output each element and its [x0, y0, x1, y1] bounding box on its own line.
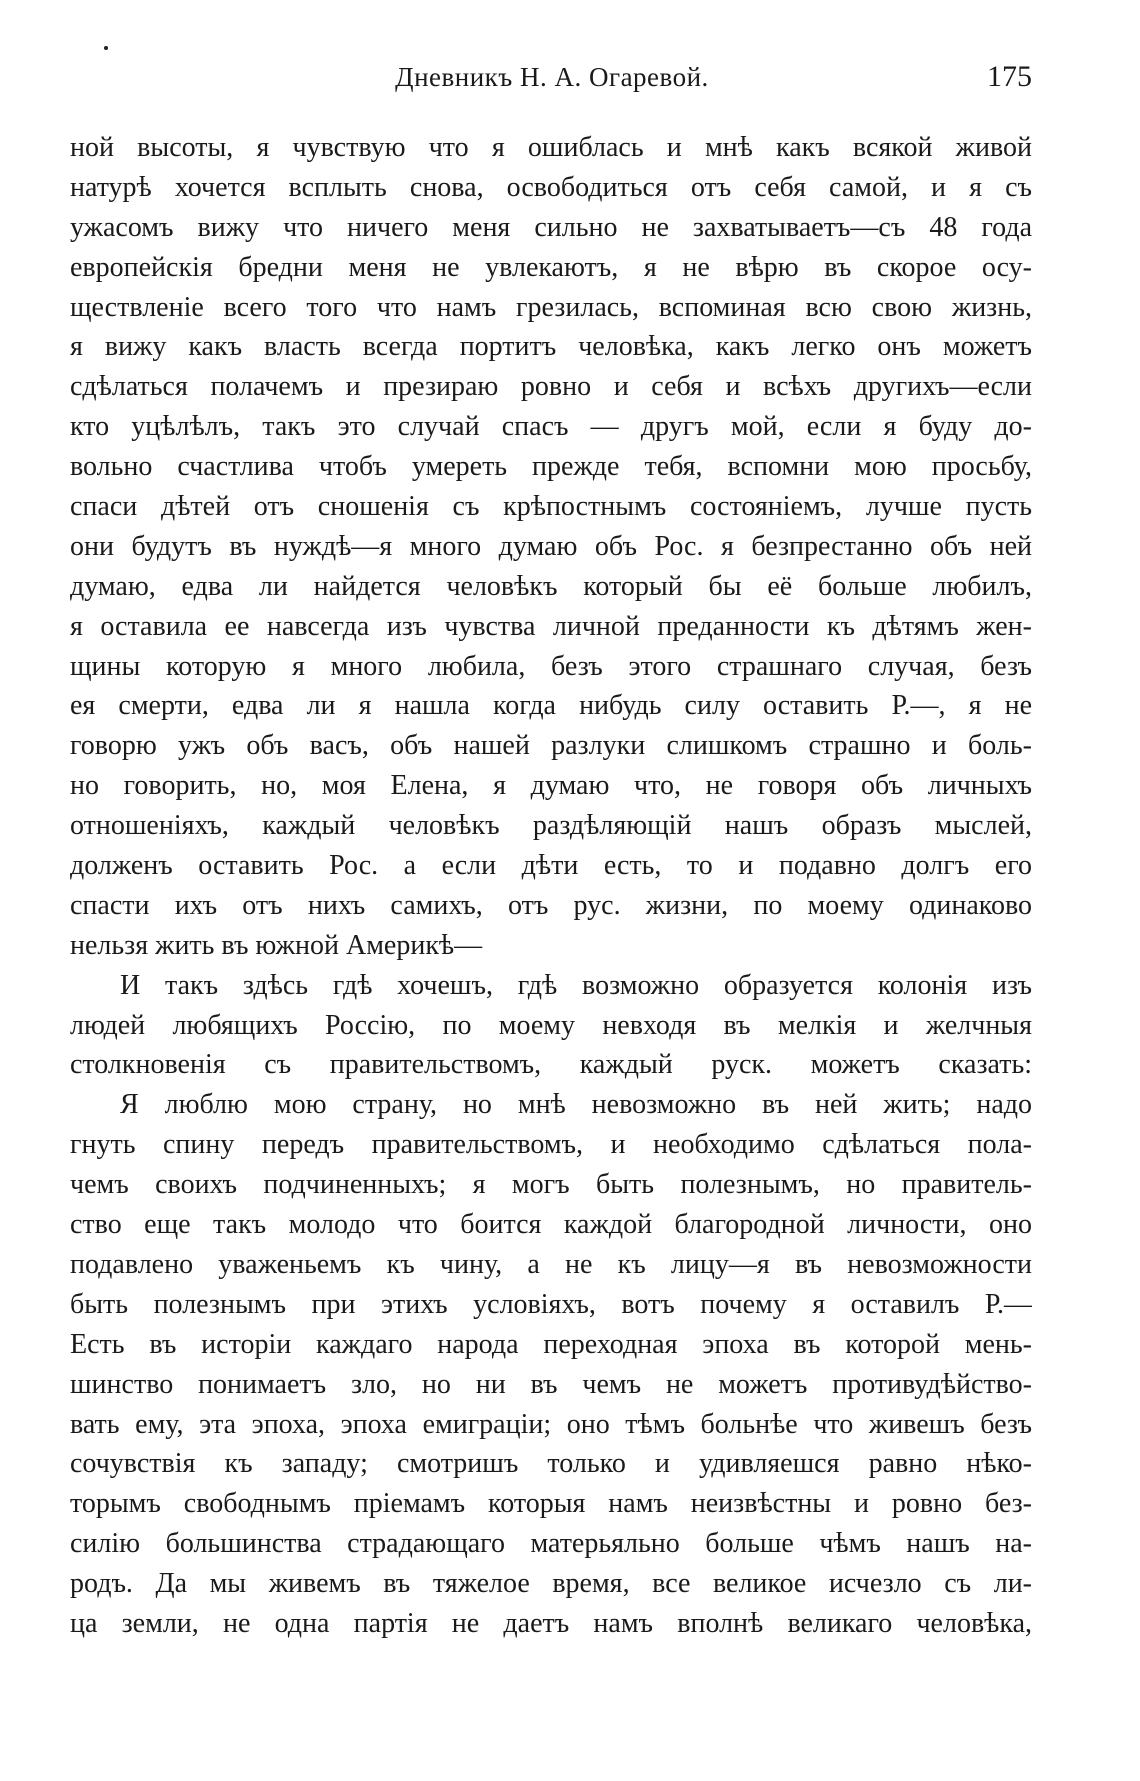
text-line: кто уцѣлѣлъ, такъ это случай спасъ — другъ мой, если я буду до-: [70, 411, 1032, 443]
text-line: вать ему, эта эпоха, эпоха емиграціи; оно тѣмъ больнѣе что живешъ безъ: [70, 1408, 1032, 1440]
text-line: столкновенія съ правительствомъ, каждый руск. можетъ сказать:: [70, 1049, 1032, 1081]
text-line: отношеніяхъ, каждый человѣкъ раздѣляющій нашъ образъ мыслей,: [70, 810, 1032, 842]
text-line: ужасомъ вижу что ничего меня сильно не захватываетъ—съ 48 года: [70, 211, 1032, 243]
running-title: Дневникъ Н. А. Огаревой.: [395, 62, 709, 92]
text-line: я оставила ее навсегда изъ чувства личной преданности къ дѣтямъ жен-: [70, 610, 1032, 642]
text-line: долженъ оставить Рос. а если дѣти есть, то и подавно долгъ его: [70, 850, 1032, 882]
text-line: людей любящихъ Россію, по моему невходя въ мелкія и желчныя: [70, 1009, 1032, 1041]
text-line: ществленіе всего того что намъ грезилась, вспоминая всю свою жизнь,: [70, 291, 1032, 323]
text-line: ство еще такъ молодо что боится каждой благородной личности, оно: [70, 1209, 1032, 1241]
text-line: подавлено уваженьемъ къ чину, а не къ лицу—я въ невозможности: [70, 1248, 1032, 1280]
text-line: силію большинства страдающаго матерьяльно больше чѣмъ нашъ на-: [70, 1528, 1032, 1560]
text-line: родъ. Да мы живемъ въ тяжелое время, все великое исчезло съ ли-: [70, 1568, 1032, 1600]
page-number: 175: [987, 60, 1032, 93]
text-line: я вижу какъ власть всегда портитъ человѣка, какъ легко онъ можетъ: [70, 331, 1032, 363]
text-line: натурѣ хочется всплыть снова, освободиться отъ себя самой, и я съ: [70, 171, 1032, 203]
text-line: нельзя жить въ южной Америкѣ—: [70, 929, 483, 961]
print-speck: [104, 46, 108, 50]
text-line: И такъ здѣсь гдѣ хочешъ, гдѣ возможно образуется колонія изъ: [120, 969, 1032, 1001]
text-line: говорю ужъ объ васъ, объ нашей разлуки слишкомъ страшно и боль-: [70, 730, 1032, 762]
text-line: сочувствія къ западу; смотришъ только и удивляешся равно нѣко-: [70, 1448, 1032, 1480]
text-line: шинство понимаетъ зло, но ни въ чемъ не можетъ противудѣйство-: [70, 1368, 1032, 1400]
text-line: Есть въ исторіи каждаго народа переходная эпоха въ которой мень-: [70, 1328, 1032, 1360]
text-line: быть полезнымъ при этихъ условіяхъ, вотъ почему я оставилъ Р.—: [70, 1288, 1032, 1320]
text-line: чемъ своихъ подчиненныхъ; я могъ быть полезнымъ, но правитель-: [70, 1169, 1032, 1201]
body-text: [70, 128, 1032, 1644]
text-line: гнуть спину передъ правительствомъ, и необходимо сдѣлаться пола-: [70, 1129, 1032, 1161]
text-line: Я люблю мою страну, но мнѣ невозможно въ ней жить; надо: [120, 1089, 1032, 1121]
text-line: спаси дѣтей отъ сношенія съ крѣпостнымъ состояніемъ, лучше пусть: [70, 491, 1032, 523]
text-line: ной высоты, я чувствую что я ошиблась и мнѣ какъ всякой живой: [70, 132, 1032, 163]
text-line: они будутъ въ нуждѣ—я много думаю объ Рос. я безпрестанно объ ней: [70, 530, 1032, 562]
text-line: ца земли, не одна партія не даетъ намъ вполнѣ великаго человѣка,: [70, 1607, 1032, 1639]
text-line: щины которую я много любила, безъ этого страшнаго случая, безъ: [70, 650, 1032, 682]
text-line: думаю, едва ли найдется человѣкъ который бы её больше любилъ,: [70, 570, 1032, 602]
text-line: спасти ихъ отъ нихъ самихъ, отъ рус. жизни, по моему одинаково: [70, 889, 1032, 921]
text-line: ея смерти, едва ли я нашла когда нибудь силу оставить Р.—, я не: [70, 690, 1032, 722]
text-line: европейскія бредни меня не увлекаютъ, я не вѣрю въ скорое осу-: [70, 251, 1032, 283]
text-line: сдѣлаться полачемъ и презираю ровно и себя и всѣхъ другихъ—если: [70, 371, 1032, 403]
text-line: вольно счастлива чтобъ умереть прежде тебя, вспомни мою просьбу,: [70, 451, 1032, 483]
text-line: но говорить, но, моя Елена, я думаю что, не говоря объ личныхъ: [70, 770, 1032, 802]
text-line: торымъ свободнымъ пріемамъ которыя намъ неизвѣстны и ровно без-: [70, 1488, 1032, 1520]
running-header: [72, 62, 1032, 102]
